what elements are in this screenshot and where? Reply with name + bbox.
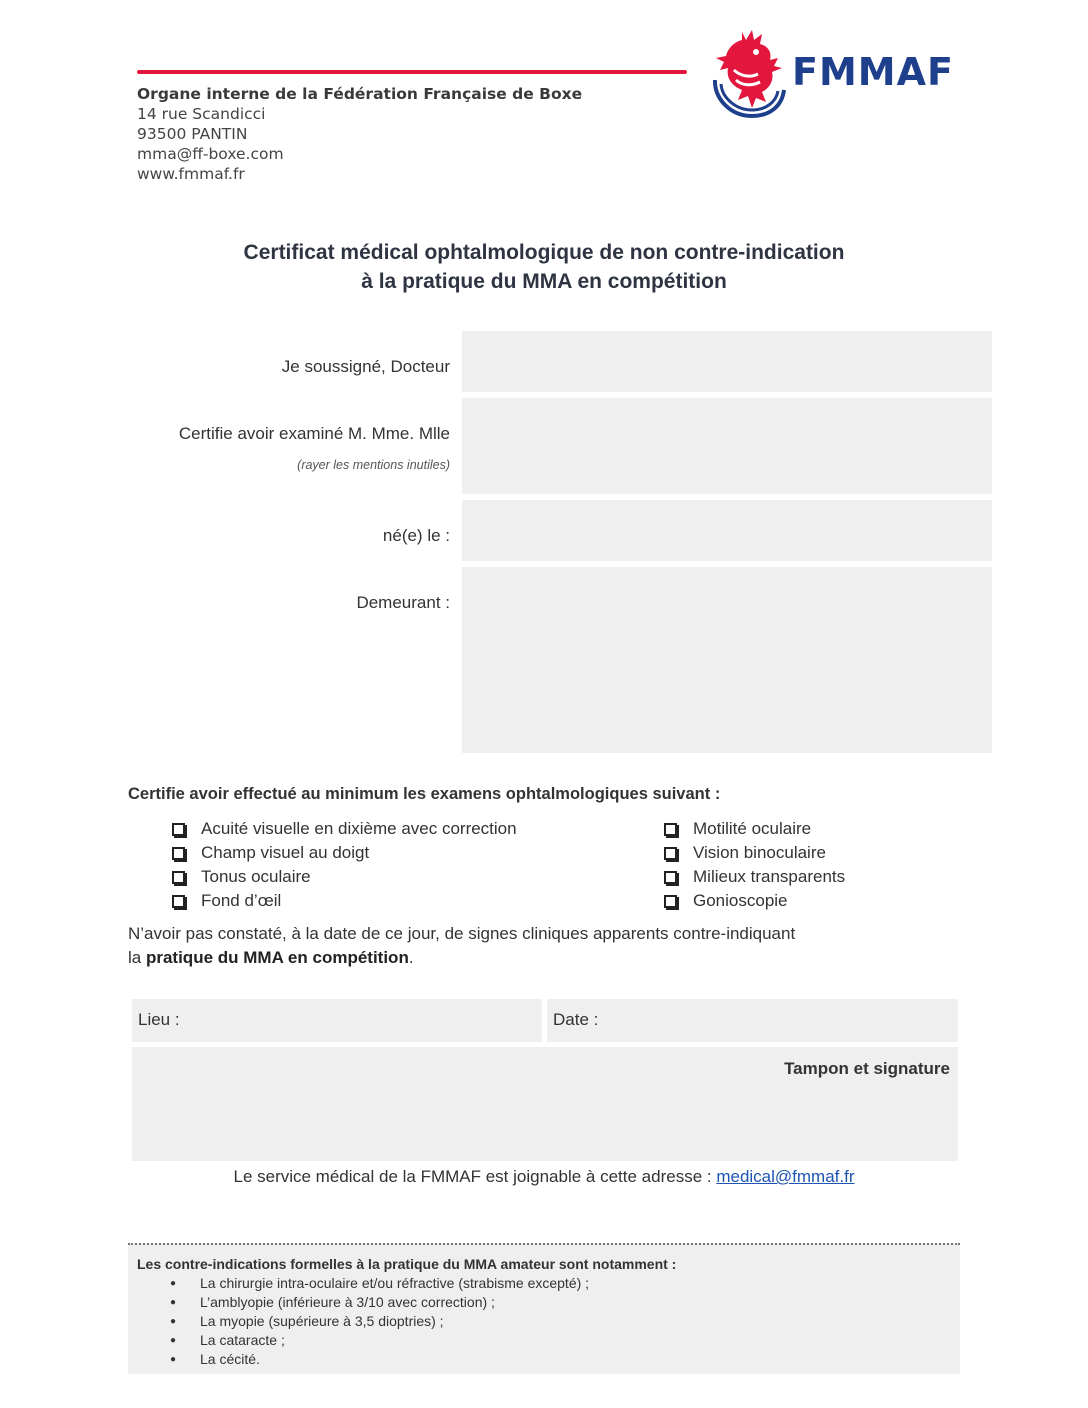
exam-label: Champ visuel au doigt [201,843,370,862]
exam-item[interactable] [170,865,517,889]
doctor-label: Je soussigné, Docteur [281,357,450,376]
contraindication-text: La myopie (supérieure à 3,5 dioptries) ; [200,1313,444,1329]
exam-label: Vision binoculaire [693,843,826,862]
clinical-statement [128,922,928,970]
exam-label: Gonioscopie [693,891,788,910]
exam-item[interactable] [662,817,845,841]
place-label: Lieu : [138,1010,180,1029]
exam-item[interactable] [170,841,517,865]
address-field[interactable] [462,567,992,753]
list-item [170,1350,589,1369]
exam-label: Tonus oculaire [201,867,311,886]
statement-line-2 [128,946,928,970]
organization-website: www.fmmaf.fr [137,165,245,183]
list-item [170,1331,589,1350]
contraindications-box [128,1243,960,1374]
checkbox-icon[interactable] [172,871,185,884]
examined-label-group [179,424,450,472]
address-street: 14 rue Scandicci [137,105,266,123]
checkbox-icon[interactable] [172,847,185,860]
checkbox-icon[interactable] [172,895,185,908]
rooster-emblem-icon [712,28,788,120]
exams-list-right [662,817,845,913]
exam-label: Fond d’œil [201,891,282,910]
list-item [170,1312,589,1331]
exams-heading: Certifie avoir effectué au minimum les examens ophtalmologiques suivant : [128,785,721,803]
checkbox-icon[interactable] [664,871,677,884]
examined-label: Certifie avoir examiné M. Mme. Mlle [178,424,450,443]
statement-emphasis: pratique du MMA en compétition [145,948,409,967]
document-title [0,238,1088,296]
birth-date-label: né(e) le : [382,526,450,545]
place-field[interactable] [132,999,542,1042]
doctor-name-field[interactable] [462,331,992,392]
contraindication-text: La chirurgie intra-oculaire et/ou réfractive (strabisme excepté) ; [200,1275,590,1291]
examined-note: (rayer les mentions inutiles) [297,458,450,472]
exam-label: Milieux transparents [693,867,846,886]
exam-item[interactable] [662,841,845,865]
statement-line-1: N’avoir pas constaté, à la date de ce jour, de signes cliniques apparents contre-indiquant [128,924,796,943]
date-label: Date : [553,1010,599,1029]
exam-label: Motilité oculaire [693,819,812,838]
contact-text: Le service médical de la FMMAF est joignable à cette adresse : [233,1167,717,1186]
medical-contact [0,1167,1088,1187]
contraindications-heading: Les contre-indications formelles à la pratique du MMA amateur sont notamment : [137,1256,677,1272]
exam-item[interactable] [170,889,517,913]
contraindication-text: La cataracte ; [200,1332,285,1348]
bullet-icon: ● [170,1278,177,1289]
address-label: Demeurant : [356,593,450,612]
exam-label: Acuité visuelle en dixième avec correction [201,819,517,838]
stamp-signature-label: Tampon et signature [784,1059,950,1078]
header-accent-rule [137,70,687,74]
exams-list-left [170,817,517,913]
contraindication-text: La cécité. [200,1351,260,1367]
bullet-icon: ● [170,1354,177,1365]
logo-wordmark: FMMAF [792,50,954,94]
signature-field[interactable] [132,1047,958,1161]
checkbox-icon[interactable] [172,823,185,836]
organization-email: mma@ff-boxe.com [137,145,284,163]
organization-name: Organe interne de la Fédération Française de Boxe [137,85,583,103]
patient-name-field[interactable] [462,398,992,494]
list-item [170,1274,589,1293]
contraindication-text: L’amblyopie (inférieure à 3/10 avec correction) ; [200,1294,495,1310]
birth-date-field[interactable] [462,500,992,561]
bullet-icon: ● [170,1335,177,1346]
organization-info [137,84,582,184]
list-item [170,1293,589,1312]
exam-item[interactable] [662,865,845,889]
medical-email-link[interactable]: medical@fmmaf.fr [716,1167,855,1186]
checkbox-icon[interactable] [664,823,677,836]
fmmaf-logo [712,28,967,120]
bullet-icon: ● [170,1316,177,1327]
checkbox-icon[interactable] [664,847,677,860]
date-field[interactable] [547,999,958,1042]
contraindications-list [170,1274,589,1369]
checkbox-icon[interactable] [664,895,677,908]
statement-suffix: . [408,948,414,967]
statement-prefix: la [128,948,146,967]
title-line-1: Certificat médical ophtalmologique de non contre-indication [243,241,845,264]
exam-item[interactable] [170,817,517,841]
bullet-icon: ● [170,1297,177,1308]
title-line-2: à la pratique du MMA en compétition [361,270,727,293]
exam-item[interactable] [662,889,845,913]
address-city: 93500 PANTIN [137,125,248,143]
